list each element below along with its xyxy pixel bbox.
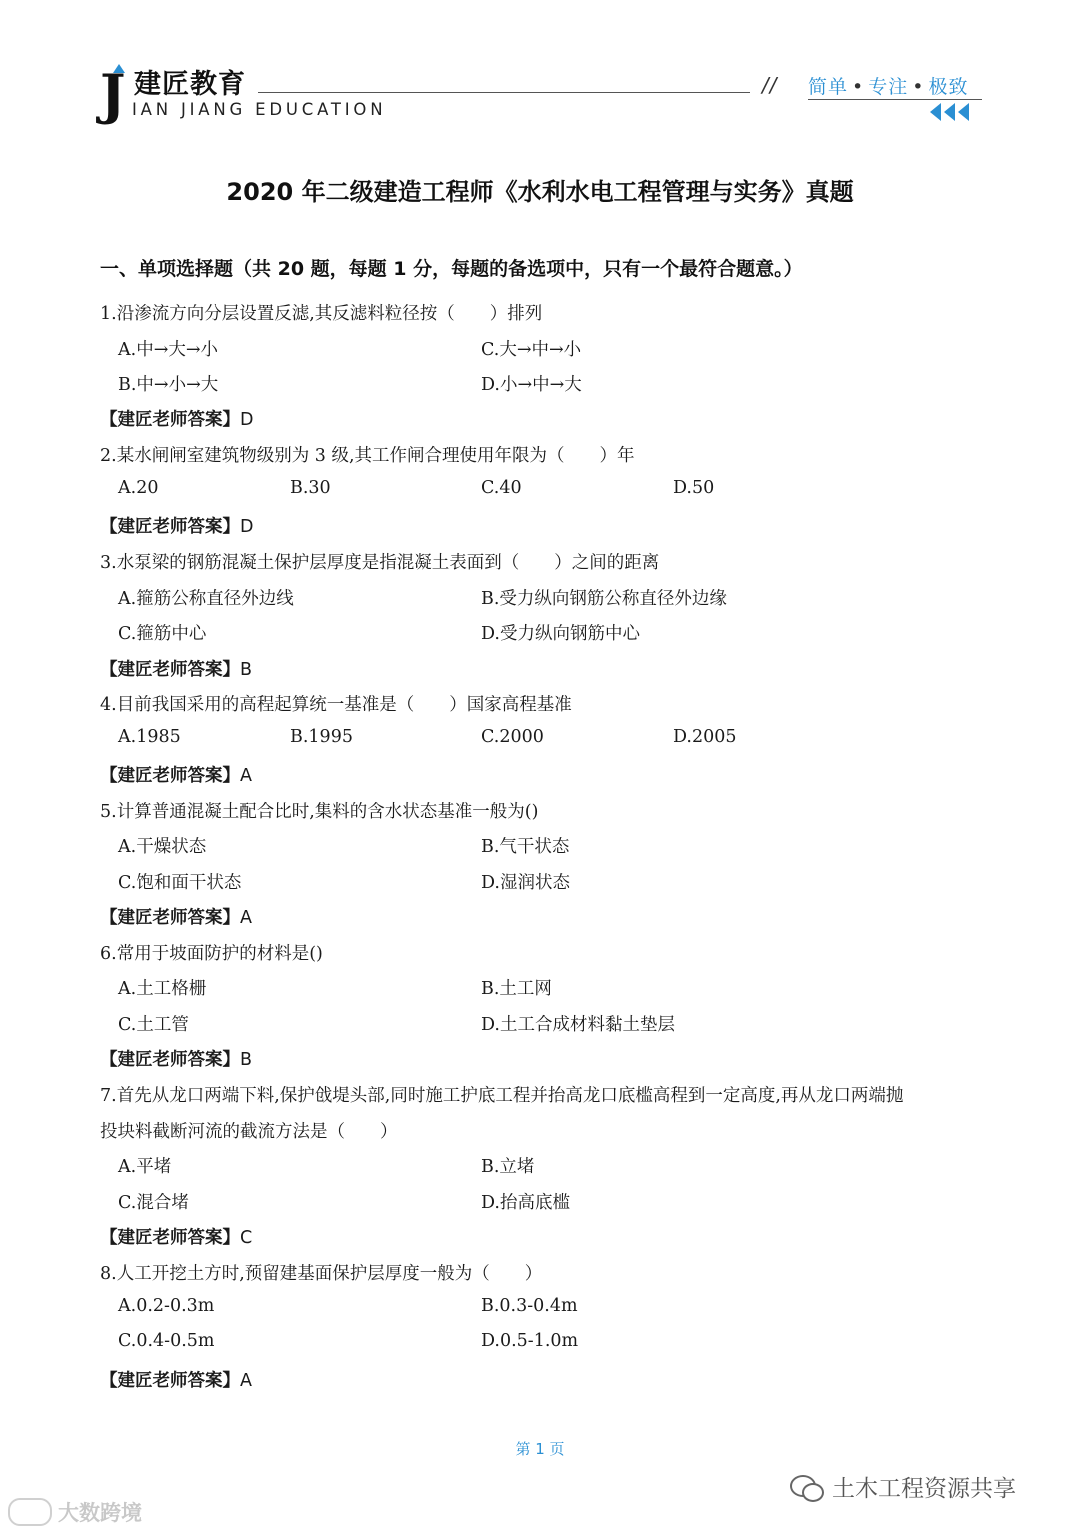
slogan-word: 简单: [808, 76, 849, 98]
logo-english-name: IAN JIANG EDUCATION: [132, 100, 387, 119]
watermark-logo-icon: [8, 1498, 52, 1526]
chevron-left-icon: [930, 103, 941, 121]
section-heading: 一、单项选择题（共 20 题，每题 1 分，每题的备选项中，只有一个最符合题意。）: [100, 258, 803, 280]
option: A.干燥状态: [118, 837, 207, 857]
option: C.0.4-0.5m: [118, 1331, 215, 1351]
question-stem: 6.常用于坡面防护的材料是(): [100, 944, 323, 964]
watermark-source-name: 大数跨境: [58, 1501, 142, 1525]
question-stem: 4.目前我国采用的高程起算统一基准是（ ）国家高程基准: [100, 695, 572, 715]
watermark-account: [790, 1470, 1016, 1503]
option: B.立堵: [481, 1157, 535, 1177]
answer-value: D: [240, 410, 254, 430]
header-divider: [258, 92, 750, 93]
chevron-left-icons: [930, 103, 969, 121]
answer-label: 【建匠老师答案】: [100, 660, 240, 680]
answer-value: A: [240, 766, 252, 786]
logo-arrow-icon: [113, 64, 125, 73]
slogan-dot: •: [852, 76, 865, 98]
option: B.受力纵向钢筋公称直径外边缘: [481, 589, 727, 609]
chevron-left-icon: [958, 103, 969, 121]
question-stem: 3.水泵梁的钢筋混凝土保护层厚度是指混凝土表面到（ ）之间的距离: [100, 553, 660, 573]
option: B.0.3-0.4m: [481, 1296, 578, 1316]
option: C.箍筋中心: [118, 624, 207, 644]
answer-label: 【建匠老师答案】: [100, 517, 240, 537]
option: A.中→大→小: [118, 340, 219, 360]
option: B.气干状态: [481, 837, 570, 857]
question-stem: 7.首先从龙口两端下料,保护戗堤头部,同时施工护底工程并抬高龙口底槛高程到一定高度,再从龙口两端抛: [100, 1086, 904, 1106]
option: A.箍筋公称直径外边线: [118, 589, 294, 609]
option: D.受力纵向钢筋中心: [481, 624, 640, 644]
option: A.1985: [118, 727, 181, 747]
answer-value: A: [240, 908, 252, 928]
option: A.土工格栅: [118, 979, 207, 999]
option: D.2005: [673, 727, 737, 747]
question-stem: 5.计算普通混凝土配合比时,集料的含水状态基准一般为(): [100, 802, 539, 822]
answer-line: [100, 406, 253, 431]
option: D.抬高底槛: [481, 1193, 570, 1213]
answer-line: [100, 656, 252, 681]
answer-label: 【建匠老师答案】: [100, 1371, 240, 1391]
wechat-icon: [790, 1473, 824, 1501]
question-stem: 1.沿渗流方向分层设置反滤,其反滤料粒径按（ ）排列: [100, 304, 543, 324]
question-stem: 2.某水闸闸室建筑物级别为 3 级,其工作闸合理使用年限为（ ）年: [100, 446, 635, 466]
option: B.土工网: [481, 979, 552, 999]
option: A.20: [118, 478, 159, 498]
slogan-dot: •: [912, 76, 925, 98]
option: D.土工合成材料黏土垫层: [481, 1015, 675, 1035]
answer-value: A: [240, 1371, 252, 1391]
option: B.中→小→大: [118, 375, 219, 395]
document-title: 2020 年二级建造工程师《水利水电工程管理与实务》真题: [226, 178, 854, 206]
option: D.50: [673, 478, 715, 498]
answer-value: C: [240, 1228, 253, 1248]
slogan-underline: [808, 99, 982, 100]
question-stem-continued: 投块料截断河流的截流方法是（ ）: [100, 1122, 398, 1142]
answer-label: 【建匠老师答案】: [100, 766, 240, 786]
header-slashes: //: [762, 73, 778, 97]
question-stem: 8.人工开挖土方时,预留建基面保护层厚度一般为（ ）: [100, 1264, 543, 1284]
answer-line: [100, 513, 253, 538]
watermark-account-name: 土木工程资源共享: [832, 1476, 1016, 1502]
page-header: [0, 0, 1080, 140]
option: D.湿润状态: [481, 873, 570, 893]
answer-value: B: [240, 660, 253, 680]
option: A.平堵: [118, 1157, 172, 1177]
option: C.40: [481, 478, 522, 498]
option: B.1995: [290, 727, 353, 747]
answer-line: [100, 1224, 252, 1249]
answer-label: 【建匠老师答案】: [100, 908, 240, 928]
option: C.饱和面干状态: [118, 873, 242, 893]
answer-value: D: [240, 517, 254, 537]
answer-label: 【建匠老师答案】: [100, 1228, 240, 1248]
answer-value: B: [240, 1050, 253, 1070]
option: A.0.2-0.3m: [118, 1296, 215, 1316]
answer-line: [100, 1046, 252, 1071]
option: C.土工管: [118, 1015, 189, 1035]
page-number: 第 1 页: [515, 1440, 565, 1458]
option: C.大→中→小: [481, 340, 582, 360]
logo-chinese-name: 建匠教育: [134, 69, 246, 100]
answer-line: [100, 1367, 252, 1392]
answer-line: [100, 762, 252, 787]
option: D.小→中→大: [481, 375, 582, 395]
slogan-word: 专注: [868, 76, 909, 98]
slogan-word: 极致: [928, 76, 969, 98]
header-slogan: [808, 72, 968, 99]
watermark-source: [8, 1497, 142, 1527]
option: C.混合堵: [118, 1193, 189, 1213]
answer-label: 【建匠老师答案】: [100, 1050, 240, 1070]
logo-letter: J: [100, 62, 126, 126]
chevron-left-icon: [944, 103, 955, 121]
answer-line: [100, 904, 252, 929]
option: B.30: [290, 478, 331, 498]
answer-label: 【建匠老师答案】: [100, 410, 240, 430]
option: D.0.5-1.0m: [481, 1331, 579, 1351]
option: C.2000: [481, 727, 544, 747]
